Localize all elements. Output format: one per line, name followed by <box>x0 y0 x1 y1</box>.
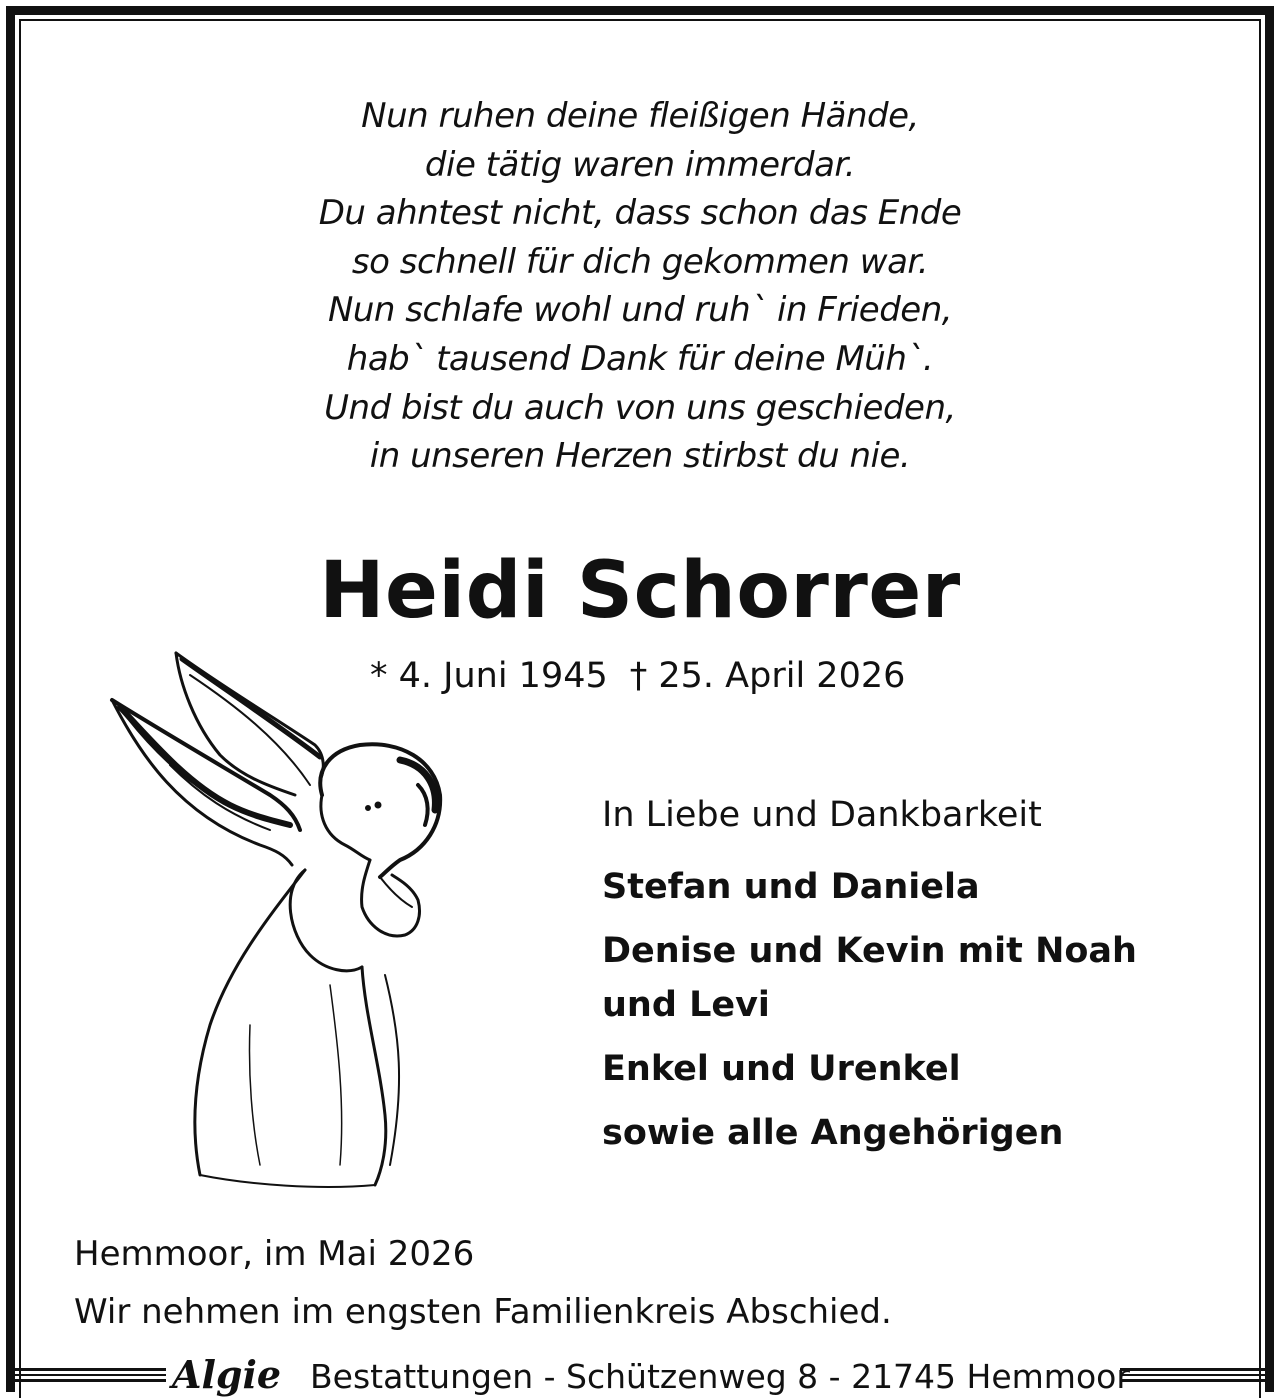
poem-line: hab` tausend Dank für deine Müh`. <box>346 338 934 379</box>
deceased-name: Heidi Schorrer <box>319 546 961 636</box>
angel-illustration <box>100 645 450 1205</box>
death-date: † 25. April 2026 <box>629 656 906 696</box>
undertaker-address: Bestattungen - Schützenweg 8 - 21745 Hemmoor <box>310 1357 1130 1396</box>
poem-line: Nun schlafe wohl und ruh` in Frieden, <box>327 290 953 331</box>
mourner-group <box>602 860 1202 914</box>
footer-text <box>74 1225 892 1341</box>
birth-date: * 4. Juni 1945 <box>370 656 608 696</box>
place-date: Hemmoor, im Mai 2026 <box>74 1234 475 1274</box>
mourner-line: Enkel und Urenkel <box>602 1049 961 1089</box>
ornament-rule-right <box>1120 1368 1272 1382</box>
mourner-line: Stefan und Daniela <box>602 867 980 907</box>
poem-line: Nun ruhen deine fleißigen Hände, <box>361 96 919 136</box>
mourner-line: und Levi <box>602 985 770 1025</box>
mourner-group <box>602 1106 1202 1160</box>
mourner-line: sowie alle Angehörigen <box>602 1113 1064 1153</box>
poem-line: die tätig waren immerdar. <box>424 144 856 185</box>
poem-line: so schnell für dich gekommen war. <box>351 241 929 282</box>
mourner-group <box>602 924 1202 1032</box>
mourner-group <box>602 1042 1202 1096</box>
mourners-intro: In Liebe und Dankbarkeit <box>602 795 1042 835</box>
farewell-notice: Wir nehmen im engsten Familienkreis Abschied. <box>74 1292 892 1332</box>
poem-line: Du ahntest nicht, dass schon das Ende <box>318 193 962 234</box>
poem-line: Und bist du auch von uns geschieden, <box>324 387 956 428</box>
poem-line: in unseren Herzen stirbst du nie. <box>369 436 911 477</box>
ornament-rule-left <box>8 1368 166 1382</box>
mourners-section <box>602 790 1202 1170</box>
mourner-line: Denise und Kevin mit Noah <box>602 931 1137 971</box>
undertaker-footer <box>0 1352 1280 1398</box>
poem <box>0 92 1280 481</box>
undertaker-logo: Algie <box>172 1352 282 1397</box>
life-dates <box>370 654 905 698</box>
